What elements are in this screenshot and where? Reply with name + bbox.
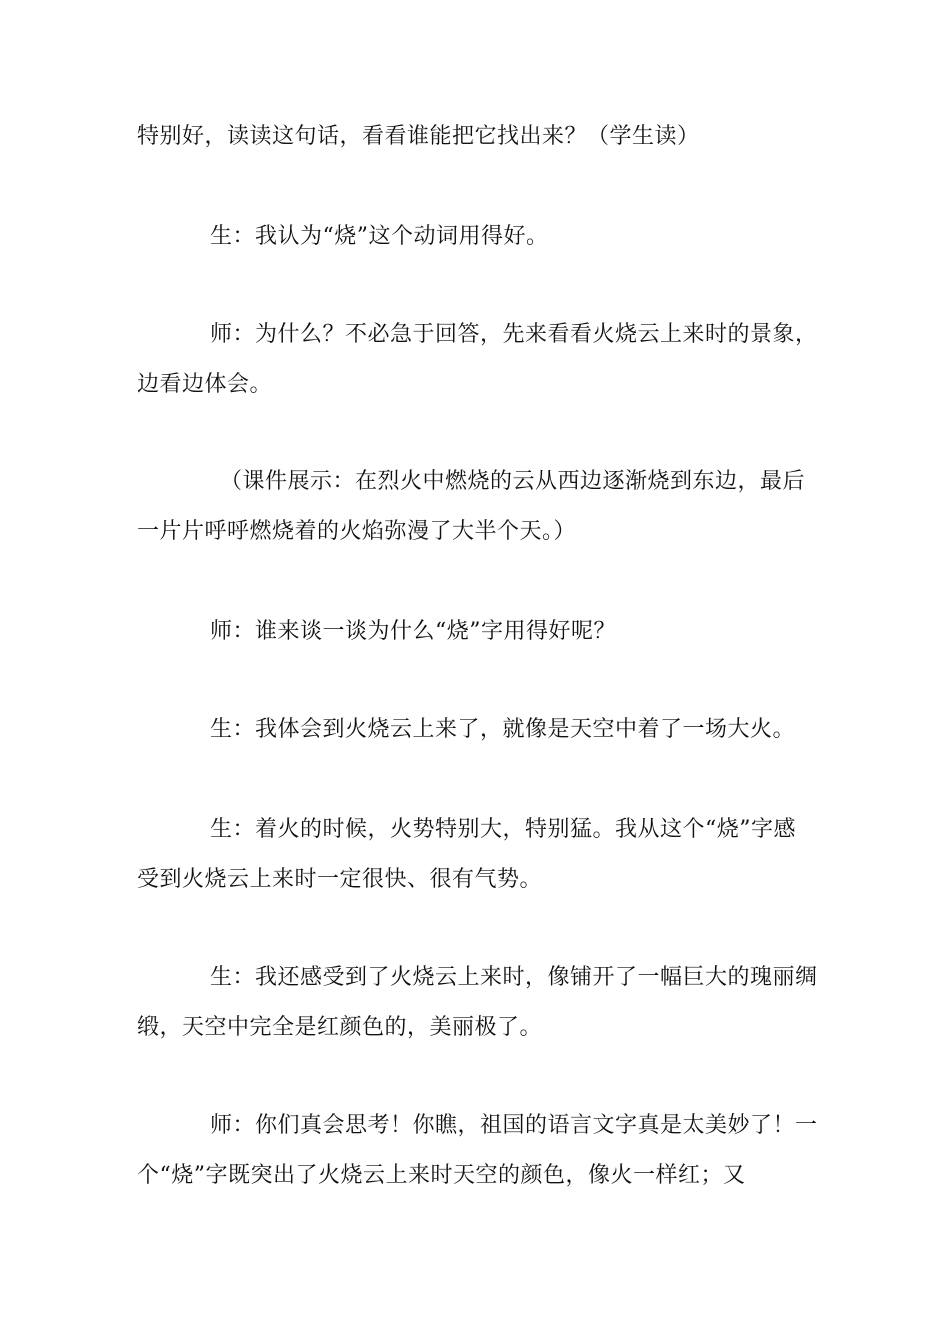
text-line: 师：谁来谈一谈为什么“烧”字用得好呢？ [210, 619, 616, 644]
text-line: 缎，天空中完全是红颜色的，美丽极了。 [137, 1015, 543, 1040]
text-line: 生：我认为“烧”这个动词用得好。 [210, 224, 549, 249]
text-line: 生：我还感受到了火烧云上来时，像铺开了一幅巨大的瑰丽绸 [210, 965, 818, 990]
text-line: 边看边体会。 [137, 372, 273, 397]
text-line: 生：我体会到火烧云上来了，就像是天空中着了一场大火。 [210, 717, 796, 742]
text-line: 特别好，读读这句话，看看谁能把它找出来？（学生读） [137, 124, 700, 149]
text-line: 师：你们真会思考！你瞧，祖国的语言文字真是太美妙了！一 [210, 1113, 818, 1138]
text-line: 师：为什么？不必急于回答，先来看看火烧云上来时的景象， [210, 322, 818, 347]
text-line: 受到火烧云上来时一定很快、很有气势。 [137, 867, 543, 892]
text-line: 个“烧”字既突出了火烧云上来时天空的颜色，像火一样红；又 [137, 1163, 746, 1188]
text-line: 生：着火的时候，火势特别大，特别猛。我从这个“烧”字感 [210, 817, 796, 842]
text-line: （课件展示：在烈火中燃烧的云从西边逐渐烧到东边，最后 [220, 469, 806, 494]
text-line: 一片片呼呼燃烧着的火焰弥漫了大半个天。） [137, 519, 577, 544]
